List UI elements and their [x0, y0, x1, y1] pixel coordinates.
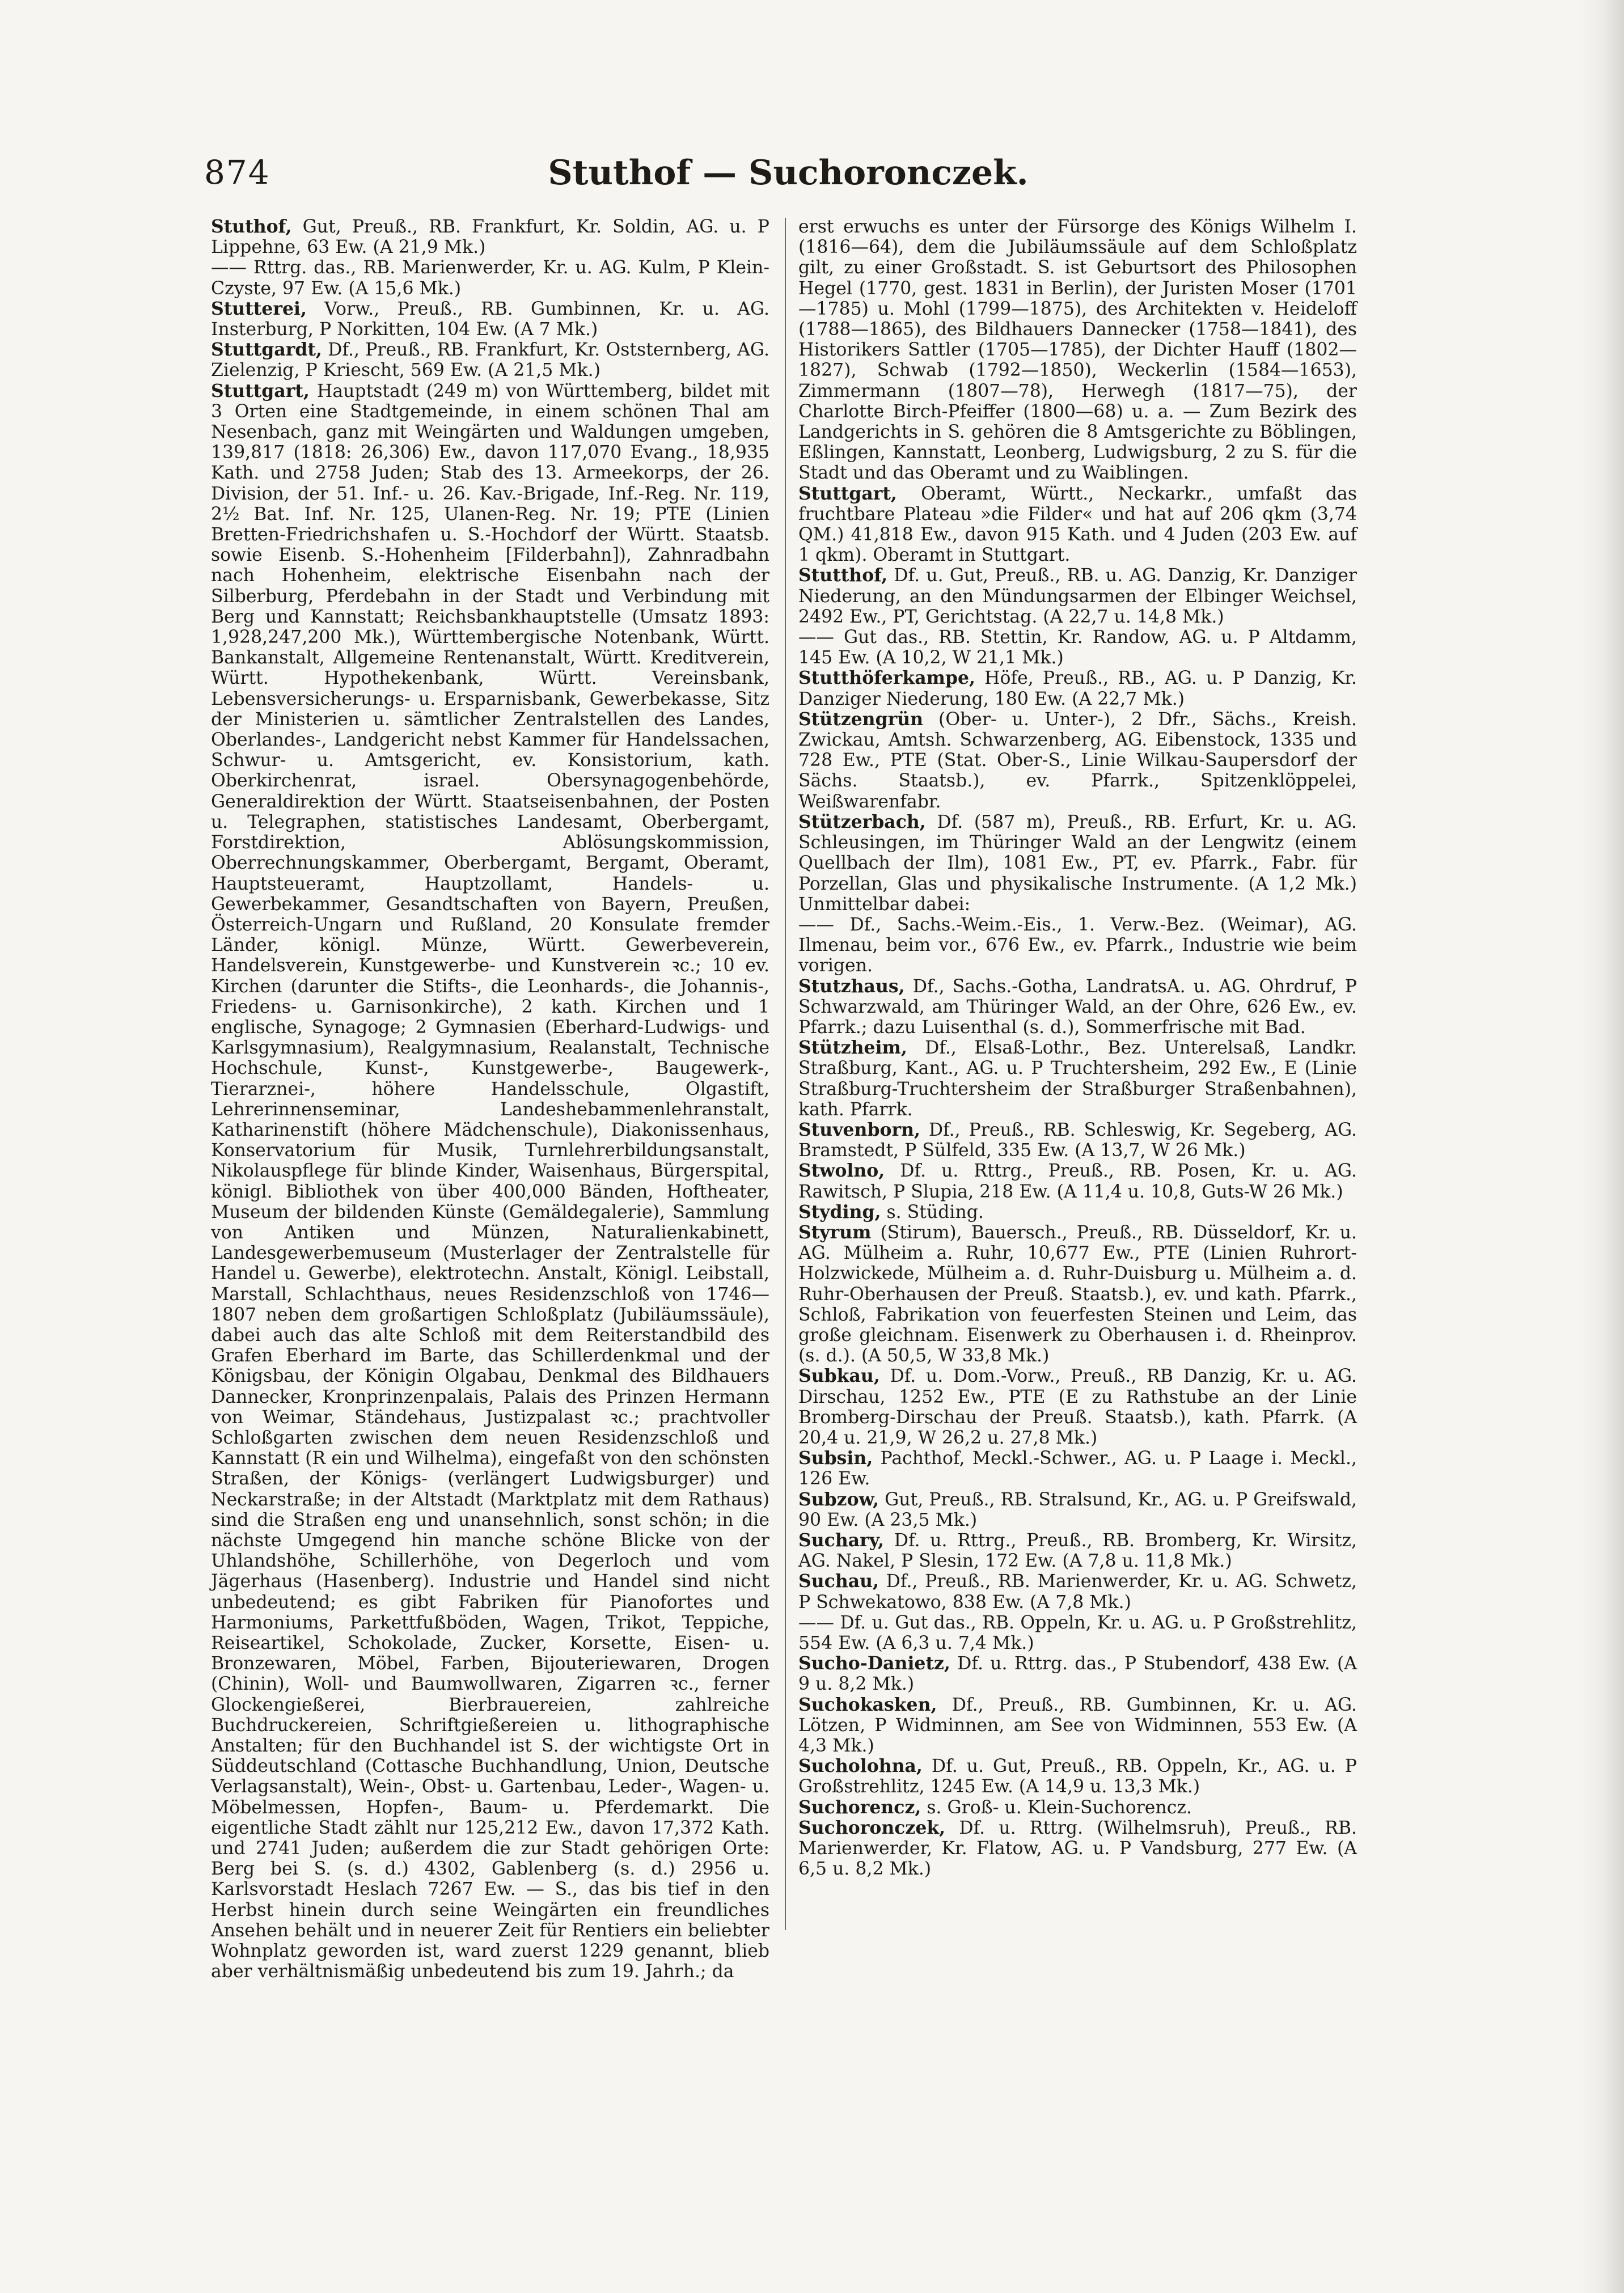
dictionary-entry	[798, 1202, 1357, 1222]
dictionary-entry	[211, 217, 769, 257]
dictionary-entry	[798, 1448, 1357, 1489]
dictionary-entry	[798, 1530, 1357, 1571]
entry-text: —— Rttrg. das., RB. Marienwerder, Kr. u. AG. Kulm, P Klein-Czyste, 97 Ew. (A 15,6 Mk.)	[211, 257, 769, 299]
entry-text: Df. u. Gut, Preuß., RB. u. AG. Danzig, Kr. Danziger Niederung, an den Mündungsarmen der Elbinger Weichsel, 2492 Ew., PT, Gerichtstag. (A 22,7 u. 14,8 Mk.)	[798, 565, 1357, 627]
entry-text: Df. (587 m), Preuß., RB. Erfurt, Kr. u. AG. Schleusingen, im Thüringer Wald an der Lengwitz (einem Quellbach der Ilm), 1081 Ew., PT, ev. Pfarrk., Fabr. für Porzellan, Glas und physikalische Instrumente. (A 1,2 Mk.) Unmittelbar dabei:	[798, 811, 1357, 915]
entry-headword: Stützheim,	[798, 1037, 907, 1059]
dictionary-entry	[798, 627, 1357, 668]
dictionary-entry	[798, 709, 1357, 812]
entry-text: (Stirum), Bauersch., Preuß., RB. Düsseldorf, Kr. u. AG. Mülheim a. Ruhr, 10,677 Ew., PTE (Linien Ruhrort-Holzwickede, Mülheim a. d. Ruhr-Duisburg u. Mülheim a. d. Ruhr-Oberhausen der Preuß. Staatsb.), ev. und kath. Pfarrk., Schloß, Fabrikation von feuerfesten Steinen und Leim, das große gleichnam. Eisenwerk zu Oberhausen i. d. Rheinprov. (s. d.). (A 50,5, W 33,8 Mk.)	[798, 1222, 1357, 1367]
entry-headword: Suchary,	[798, 1530, 884, 1551]
dictionary-entry	[798, 1038, 1357, 1120]
entry-headword: Subkau,	[798, 1365, 880, 1387]
dictionary-entry	[211, 257, 769, 298]
entry-text: s. Stüding.	[881, 1202, 984, 1222]
entry-text: —— Df., Sachs.-Weim.-Eis., 1. Verw.-Bez. (Weimar), AG. Ilmenau, beim vor., 676 Ew., ev. Pfarrk., Industrie wie beim vorigen.	[798, 914, 1357, 976]
dictionary-entry	[798, 1797, 1357, 1818]
dictionary-entry	[798, 484, 1357, 566]
page-number: 874	[204, 153, 270, 192]
entry-headword: Stuttgardt,	[211, 339, 322, 361]
entry-headword: Stuthof,	[211, 216, 292, 237]
entry-text: Df. u. Rttrg. (Wilhelmsruh), Preuß., RB. Marienwerder, Kr. Flatow, AG. u. P Vandsburg, 277 Ew. (A 6,5 u. 8,2 Mk.)	[798, 1817, 1357, 1880]
column-divider	[785, 218, 786, 1930]
entry-headword: Sucho-Danietz,	[798, 1653, 950, 1674]
entry-text: (Ober- u. Unter-), 2 Dfr., Sächs., Kreish. Zwickau, Amtsh. Schwarzenberg, AG. Eibenstock, 1335 und 728 Ew., PTE (Stat. Ober-S., Linie Wilkau-Saupersdorf der Sächs. Staatsb.), ev. Pfarrk., Spitzenklöppelei, Weißwarenfabr.	[798, 709, 1357, 812]
entry-headword: Sucholohna,	[798, 1755, 923, 1777]
left-column	[211, 217, 769, 1980]
entry-text: Df. u. Gut, Preuß., RB. Oppeln, Kr., AG. u. P Großstrehlitz, 1245 Ew. (A 14,9 u. 13,3 Mk.)	[798, 1756, 1357, 1797]
entry-text: Df., Preuß., RB. Schleswig, Kr. Segeberg, AG. Bramstedt, P Sülfeld, 335 Ew. (A 13,7, W 26 Mk.)	[798, 1119, 1357, 1161]
dictionary-entry	[211, 299, 769, 340]
entry-text: Vorw., Preuß., RB. Gumbinnen, Kr. u. AG. Insterburg, P Norkitten, 104 Ew. (A 7 Mk.)	[211, 298, 769, 340]
dictionary-entry	[798, 1161, 1357, 1202]
entry-headword: Stützengrün	[798, 708, 924, 730]
entry-text: erst erwuchs es unter der Fürsorge des Königs Wilhelm I. (1816—64), dem die Jubiläumssäule auf dem Schloßplatz gilt, zu einer Großstadt. S. ist Geburtsort des Philosophen Hegel (1770, gest. 1831 in Berlin), der Juristen Moser (1701—1785) u. Mohl (1799—1875), des Architekten v. Heideloff (1788—1865), des Bildhauers Dannecker (1758—1841), des Historikers Sattler (1705—1785), der Dichter Hauff (1802—1827), Schwab (1792—1850), Weckerlin (1584—1653), Zimmermann (1807—78), Herwegh (1817—75), der Charlotte Birch-Pfeiffer (1800—68) u. a. — Zum Bezirk des Landgerichts in S. gehören die 8 Amtsgerichte zu Böblingen, Eßlingen, Kannstatt, Leonberg, Ludwigsburg, 2 zu S. für die Stadt und das Oberamt und zu Waiblingen.	[798, 217, 1357, 484]
entry-text: Gut, Preuß., RB. Stralsund, Kr., AG. u. P Greifswald, 90 Ew. (A 23,5 Mk.)	[798, 1489, 1357, 1530]
entry-text: Df. u. Rttrg., Preuß., RB. Bromberg, Kr. Wirsitz, AG. Nakel, P Slesin, 172 Ew. (A 7,8 u. 11,8 Mk.)	[798, 1530, 1357, 1572]
page-header	[204, 153, 1372, 208]
entry-headword: Stwolno,	[798, 1160, 885, 1182]
entry-text: Df. u. Rttrg., Preuß., RB. Posen, Kr. u. AG. Rawitsch, P Slupia, 218 Ew. (A 11,4 u. 10,8, Guts-W 26 Mk.)	[798, 1161, 1357, 1202]
dictionary-entry	[798, 1756, 1357, 1797]
entry-text: Gut, Preuß., RB. Frankfurt, Kr. Soldin, AG. u. P Lippehne, 63 Ew. (A 21,9 Mk.)	[211, 217, 769, 258]
entry-headword: Suchokasken,	[798, 1694, 937, 1715]
dictionary-entry	[798, 1695, 1357, 1757]
dictionary-entry	[211, 340, 769, 380]
dictionary-entry	[798, 1366, 1357, 1448]
right-column	[798, 217, 1357, 1880]
dictionary-entry	[798, 812, 1357, 915]
dictionary-entry	[798, 668, 1357, 709]
entry-text: —— Df. u. Gut das., RB. Oppeln, Kr. u. AG. u. P Großstrehlitz, 554 Ew. (A 6,3 u. 7,4 Mk.)	[798, 1612, 1357, 1654]
entry-headword: Stutthof,	[798, 565, 888, 586]
entry-headword: Stutterei,	[211, 298, 307, 319]
dictionary-entry	[798, 915, 1357, 976]
dictionary-entry	[798, 1818, 1357, 1880]
entry-headword: Stuvenborn,	[798, 1119, 920, 1140]
dictionary-entry	[798, 1490, 1357, 1530]
entry-headword: Suchoronczek,	[798, 1817, 946, 1838]
entry-text: Df., Elsaß-Lothr., Bez. Unterelsaß, Landkr. Straßburg, Kant., AG. u. P Truchtersheim, 292 Ew., E (Linie Straßburg-Truchtersheim der Straßburger Straßenbahnen), kath. Pfarrk.	[798, 1038, 1357, 1120]
dictionary-entry	[798, 1653, 1357, 1694]
dictionary-entry	[798, 1120, 1357, 1161]
entry-text: Hauptstadt (249 m) von Württemberg, bildet mit 3 Orten eine Stadtgemeinde, in einem schönen Thal am Nesenbach, ganz mit Weingärten und Waldungen umgeben, 139,817 (1818: 26,306) Ew., davon 117,070 Evang., 18,935 Kath. und 2758 Juden; Stab des 13. Armeekorps, der 26. Division, der 51. Inf.- u. 26. Kav.-Brigade, Inf.-Reg. Nr. 119, 2½ Bat. Inf. Nr. 125, Ulanen-Reg. Nr. 19; PTE (Linien Bretten-Friedrichshafen u. S.-Hochdorf der Württ. Staatsb. sowie Eisenb. S.-Hohenheim [Filderbahn]), Zahnradbahn nach Hohenheim, elektrische Eisenbahn nach der Silberburg, Pferdebahn in der Stadt und Verbindung mit Berg und Kannstatt; Reichsbankhauptstelle (Umsatz 1893: 1,928,247,200 Mk.), Württembergische Notenbank, Württ. Bankanstalt, Allgemeine Rentenanstalt, Württ. Kreditverein, Württ. Hypothekenbank, Württ. Vereinsbank, Lebensversicherungs- u. Ersparnisbank, Gewerbekasse, Sitz der Ministerien u. sämtlicher Zentralstellen des Landes, Oberlandes-, Landgericht nebst Kammer für Handelssachen, Schwur- u. Amtsgericht, ev. Konsistorium, kath. Oberkirchenrat, israel. Obersynagogenbehörde, Generaldirektion der Württ. Staatseisenbahnen, der Posten u. Telegraphen, statistisches Landesamt, Oberbergamt, Forstdirektion, Ablösungskommission, Oberrechnungskammer, Oberbergamt, Bergamt, Oberamt, Hauptsteueramt, Hauptzollamt, Handels- u. Gewerbekammer, Gesandtschaften von Bayern, Preußen, Österreich-Ungarn und Rußland, 20 Konsulate fremder Länder, königl. Münze, Württ. Gewerbeverein, Handelsverein, Kunstgewerbe- und Kunstverein ꝛc.; 10 ev. Kirchen (darunter die Stifts-, die Leonhards-, die Johannis-, Friedens- u. Garnisonkirche), 2 kath. Kirchen und 1 englische, Synagoge; 2 Gymnasien (Eberhard-Ludwigs- und Karlsgymnasium), Realgymnasium, Realanstalt, Technische Hochschule, Kunst-, Kunstgewerbe-, Baugewerk-, Tierarznei-, höhere Handelsschule, Olgastift, Lehrerinnenseminar, Landeshebammenlehranstalt, Katharinenstift (höhere Mädchenschule), Diakonissenhaus, Konservatorium für Musik, Turnlehrerbildungsanstalt, Nikolauspflege für blinde Kinder, Waisenhaus, Bürgerspital, königl. Bibliothek von über 400,000 Bänden, Hoftheater, Museum der bildenden Künste (Gemäldegalerie), Sammlung von Antiken und Münzen, Naturalienkabinett, Landesgewerbemuseum (Musterlager der Zentralstelle für Handel u. Gewerbe), elektrotechn. Anstalt, Königl. Leibstall, Marstall, Schlachthaus, neues Residenzschloß von 1746—1807 neben dem großartigen Schloßplatz (Jubiläumssäule), dabei auch das alte Schloß mit dem Reiterstandbild des Grafen Eberhard im Barte, das Schillerdenkmal und der Königsbau, der Königin Olgabau, Denkmal des Bildhauers Dannecker, Kronprinzenpalais, Palais des Prinzen Hermann von Weimar, Ständehaus, Justizpalast ꝛc.; prachtvoller Schloßgarten zwischen dem neuen Residenzschloß und Kannstatt (R ein und Wilhelma), eingefaßt von den schönsten Straßen, der Königs- (verlängert Ludwigsburger) und Neckarstraße; in der Altstadt (Marktplatz mit dem Rathaus) sind die Straßen eng und unansehnlich, sonst schön; in die nächste Umgegend hin manche schöne Blicke von der Uhlandshöhe, Schillerhöhe, von Degerloch und vom Jägerhaus (Hasenberg). Industrie und Handel sind nicht unbedeutend; es gibt Fabriken für Pianofortes und Harmoniums, Parkettfußböden, Wagen, Trikot, Teppiche, Reiseartikel, Schokolade, Zucker, Korsette, Eisen- u. Bronzewaren, Möbel, Farben, Bijouteriewaren, Drogen (Chinin), Woll- und Baumwollwaren, Zigarren ꝛc., ferner Glockengießerei, Bierbrauereien, zahlreiche Buchdruckereien, Schriftgießereien u. lithographische Anstalten; für den Buchhandel ist S. der wichtigste Ort in Süddeutschland (Cottasche Buchhandlung, Union, Deutsche Verlagsanstalt), Wein-, Obst- u. Gartenbau, Leder-, Wagen- u. Möbelmessen, Hopfen-, Baum- u. Pferdemarkt. Die eigentliche Stadt zählt nur 125,212 Ew., davon 17,372 Kath. und 2741 Juden; außerdem die zur Stadt gehörigen Orte: Berg bei S. (s. d.) 4302, Gablenberg (s. d.) 2956 u. Karlsvorstadt Heslach 7267 Ew. — S., das bis tief in den Herbst hinein durch seine Weingärten ein freundliches Ansehen behält und in neuerer Zeit für Rentiers ein beliebter Wohnplatz geworden ist, ward zuerst 1229 genannt, blieb aber verhältnismäßig unbedeutend bis zum 19. Jahrh.; da	[211, 380, 769, 1982]
entry-headword: Stuttgart,	[211, 380, 310, 401]
entry-text: Höfe, Preuß., RB., AG. u. P Danzig, Kr. Danziger Niederung, 180 Ew. (A 22,7 Mk.)	[798, 668, 1357, 709]
dictionary-entry	[798, 565, 1357, 627]
entry-headword: Stuttgart,	[798, 483, 897, 504]
entry-text: Df., Preuß., RB. Marienwerder, Kr. u. AG. Schwetz, P Schwekatowo, 838 Ew. (A 7,8 Mk.)	[798, 1571, 1357, 1613]
entry-text: Pachthof, Meckl.-Schwer., AG. u. P Laage i. Meckl., 126 Ew.	[798, 1448, 1357, 1490]
dictionary-entry	[798, 1613, 1357, 1653]
entry-headword: Suchorencz,	[798, 1796, 921, 1818]
entry-text: Df., Preuß., RB. Gumbinnen, Kr. u. AG. Lötzen, P Widminnen, am See von Widminnen, 553 Ew. (A 4,3 Mk.)	[798, 1694, 1357, 1757]
entry-headword: Subsin,	[798, 1448, 873, 1469]
entry-text: Df. u. Dom.-Vorw., Preuß., RB Danzig, Kr. u. AG. Dirschau, 1252 Ew., PTE (E zu Rathstube an der Linie Bromberg-Dirschau der Preuß. Staatsb.), kath. Pfarrk. (A 20,4 u. 21,9, W 26,2 u. 27,8 Mk.)	[798, 1366, 1357, 1448]
page-edge-shadow	[1579, 0, 1624, 2293]
entry-text: Df. u. Rttrg. das., P Stubendorf, 438 Ew. (A 9 u. 8,2 Mk.)	[798, 1653, 1357, 1695]
dictionary-entry	[798, 217, 1357, 484]
dictionary-entry	[798, 1222, 1357, 1366]
running-title: Stuthof — Suchoronczek.	[548, 153, 1029, 193]
entry-text: —— Gut das., RB. Stettin, Kr. Randow, AG. u. P Altdamm, 145 Ew. (A 10,2, W 21,1 Mk.)	[798, 627, 1357, 669]
entry-headword: Styding,	[798, 1201, 881, 1222]
entry-headword: Stutthöferkampe,	[798, 667, 976, 689]
entry-headword: Subzow,	[798, 1488, 879, 1510]
dictionary-entry	[798, 976, 1357, 1038]
entry-text: Oberamt, Württ., Neckarkr., umfaßt das fruchtbare Plateau »die Filder« und hat auf 206 qkm (3,74 QM.) 41,818 Ew., davon 915 Kath. und 4 Juden (203 Ew. auf 1 qkm). Oberamt in Stuttgart.	[798, 483, 1357, 566]
entry-text: s. Groß- u. Klein-Suchorencz.	[921, 1797, 1192, 1818]
entry-text: Df., Sachs.-Gotha, LandratsA. u. AG. Ohrdruf, P Schwarzwald, am Thüringer Wald, an der Ohre, 626 Ew., ev. Pfarrk.; dazu Luisenthal (s. d.), Sommerfrische mit Bad.	[798, 976, 1357, 1038]
entry-headword: Stutzhaus,	[798, 975, 905, 997]
dictionary-entry	[798, 1571, 1357, 1612]
dictionary-entry	[211, 381, 769, 1982]
entry-headword: Stützerbach,	[798, 811, 926, 832]
entry-text: Df., Preuß., RB. Frankfurt, Kr. Oststernberg, AG. Zielenzig, P Kriescht, 569 Ew. (A 21,5 Mk.)	[211, 340, 769, 381]
entry-headword: Styrum	[798, 1221, 872, 1243]
entry-headword: Suchau,	[798, 1571, 879, 1592]
